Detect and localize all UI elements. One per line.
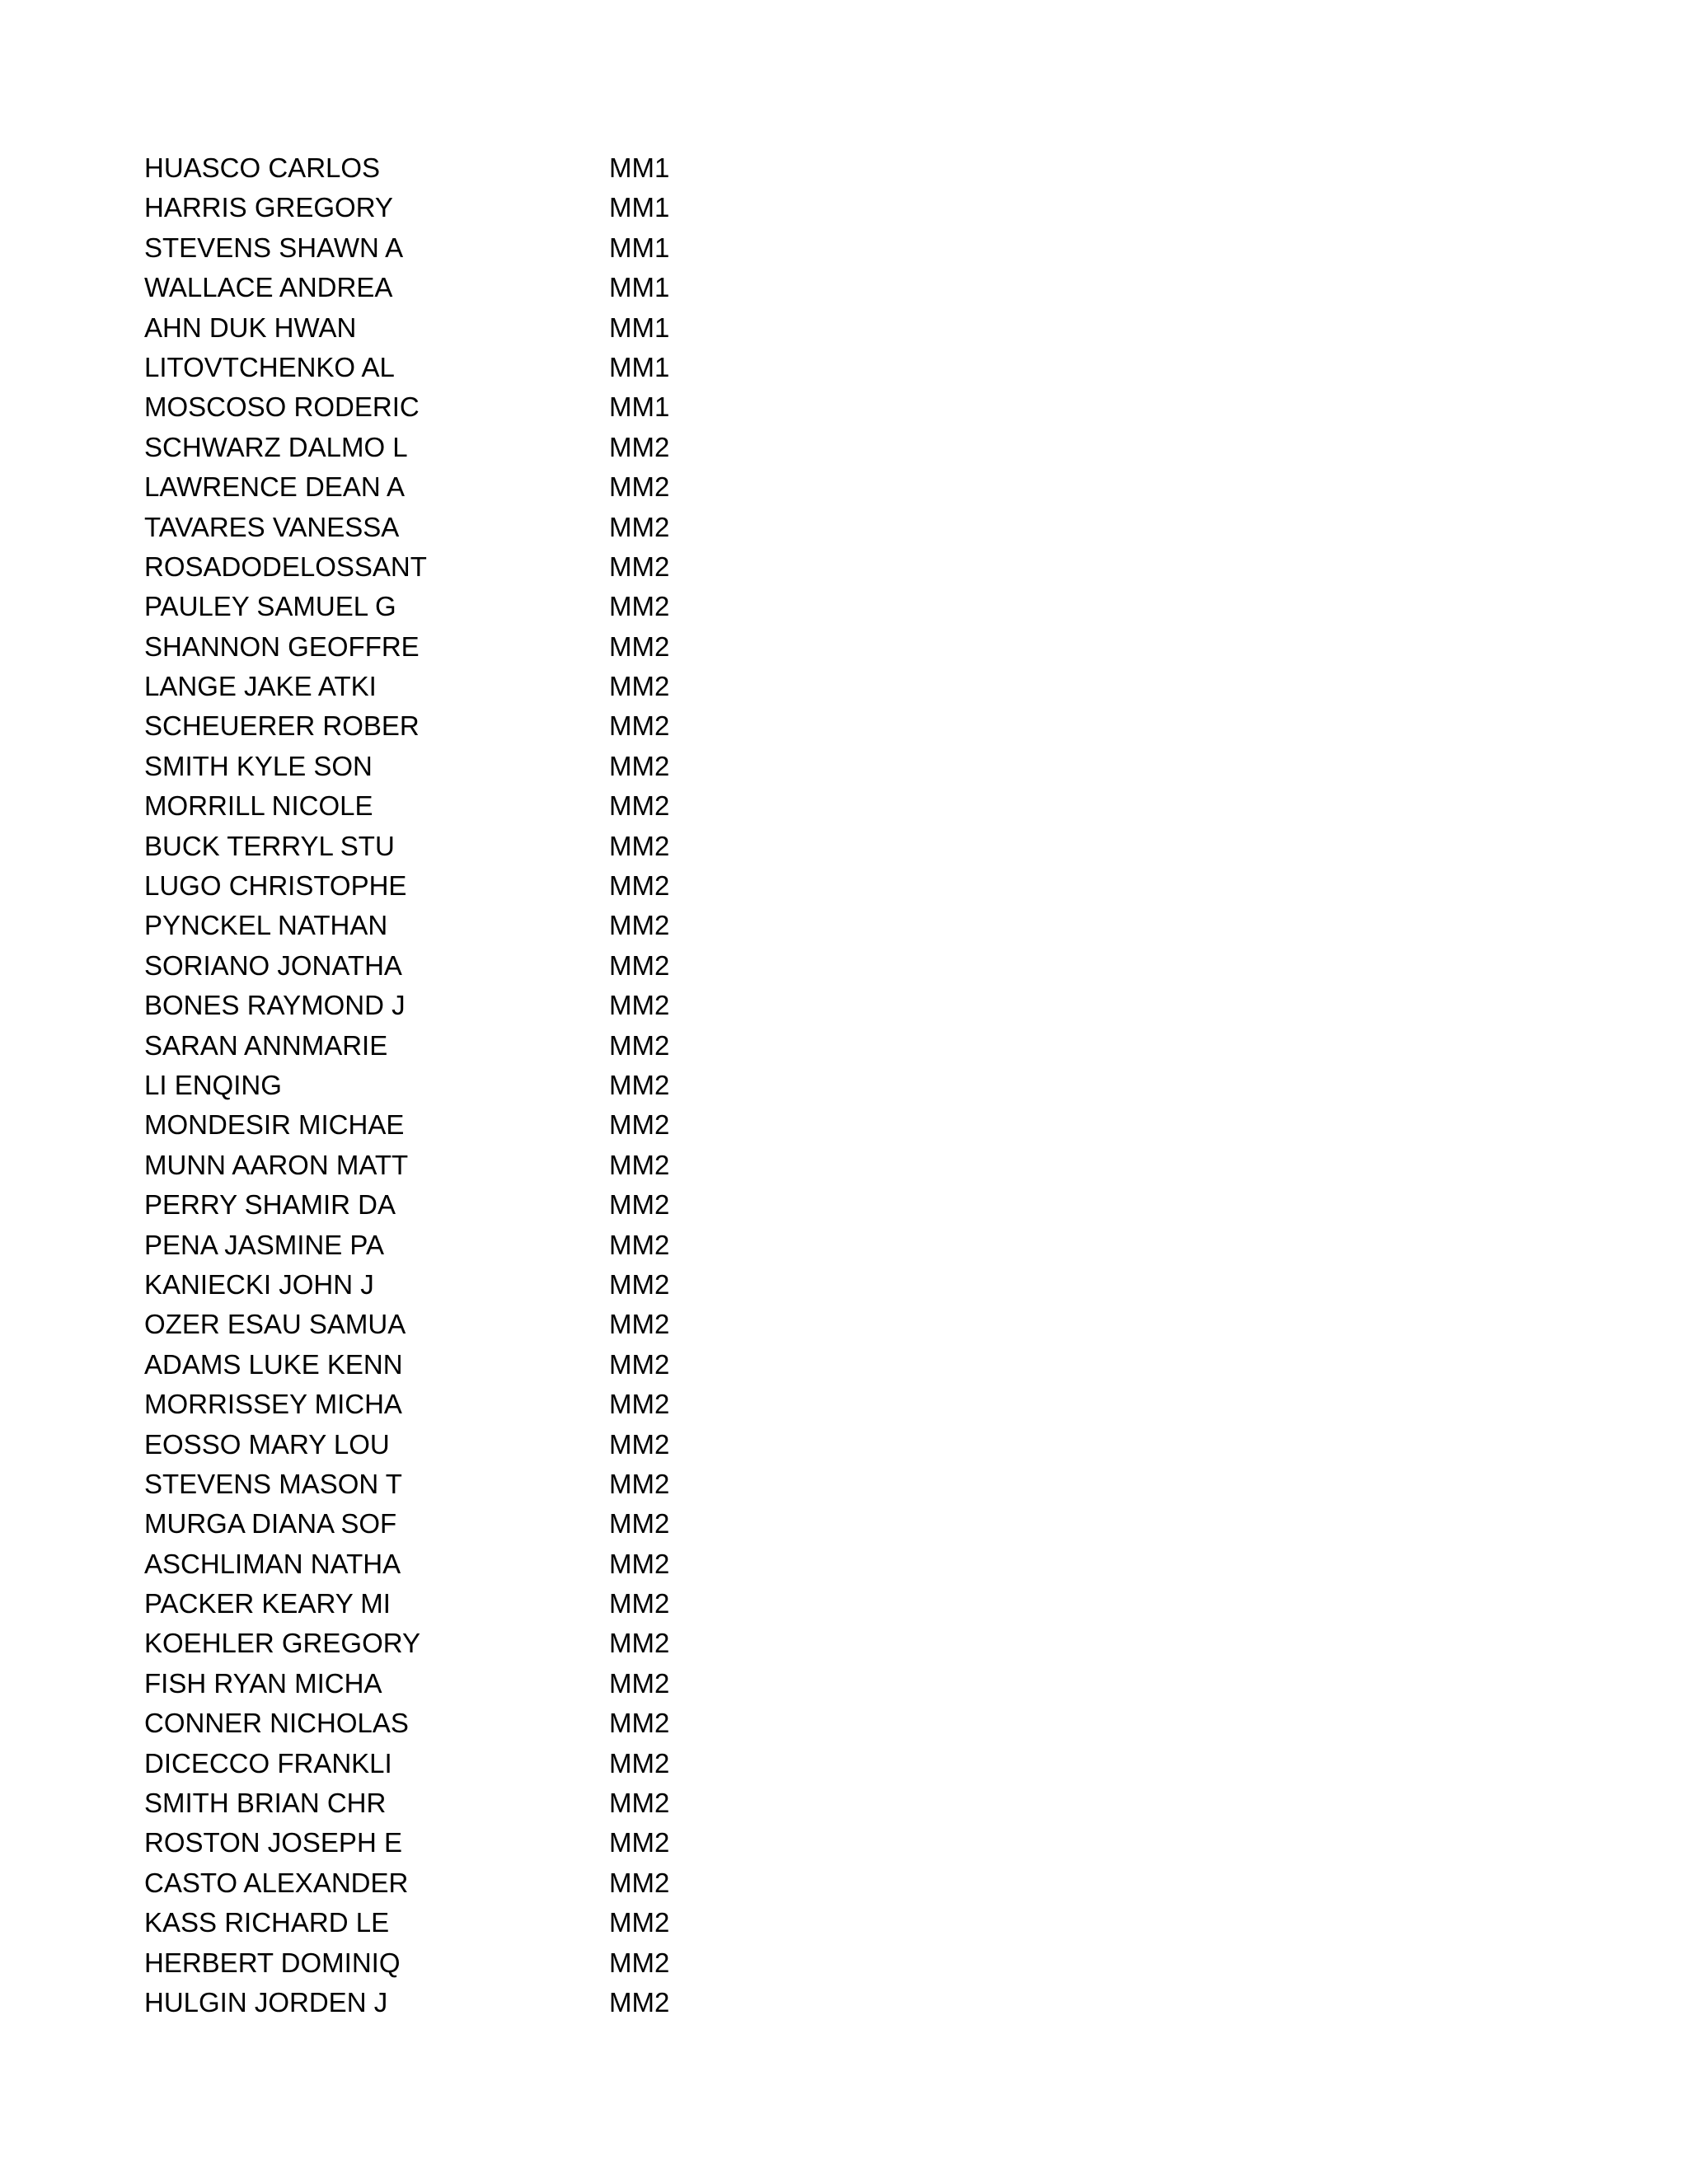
person-name: AHN DUK HWAN [144,312,357,343]
person-name: STEVENS SHAWN A [144,232,404,263]
rate-code: MM2 [609,1348,670,1380]
list-item [144,188,721,227]
rate-code: MM1 [609,351,670,382]
person-name: PAULEY SAMUEL G [144,591,396,622]
rate-code: MM2 [609,949,670,981]
person-name: SCHWARZ DALMO L [144,431,408,462]
person-name: SMITH BRIAN CHR [144,1788,387,1819]
person-name: SORIANO JONATHA [144,949,402,981]
rate-code: MM2 [609,1029,670,1061]
list-item [144,667,721,706]
list-item [144,1146,721,1185]
person-name: LI ENQING [144,1069,282,1100]
person-name: SARAN ANNMARIE [144,1029,388,1061]
rate-code: MM1 [609,312,670,343]
person-name: PERRY SHAMIR DA [144,1189,396,1221]
list-item [144,1783,721,1823]
rate-code: MM2 [609,431,670,462]
list-item [144,1026,721,1066]
list-item [144,1425,721,1465]
person-name: FISH RYAN MICHA [144,1667,382,1699]
person-name: HARRIS GREGORY [144,192,393,223]
rate-code: MM2 [609,1508,670,1540]
rate-code: MM2 [609,710,670,742]
rate-code: MM2 [609,990,670,1021]
list-item [144,906,721,945]
list-item [144,786,721,826]
list-item [144,508,721,547]
person-name: KANIECKI JOHN J [144,1268,374,1300]
person-name: BONES RAYMOND J [144,990,406,1021]
rate-code: MM2 [609,551,670,582]
person-name: LANGE JAKE ATKI [144,671,377,702]
rate-code: MM2 [609,1189,670,1221]
rate-code: MM2 [609,671,670,702]
list-item [144,1664,721,1704]
rate-code: MM2 [609,1588,670,1619]
list-item [144,1943,721,1983]
rate-code: MM1 [609,232,670,263]
rate-code: MM2 [609,1667,670,1699]
person-name: HUASCO CARLOS [144,152,381,183]
rate-code: MM2 [609,1947,670,1978]
list-item [144,946,721,986]
list-item [144,1185,721,1225]
person-name: MONDESIR MICHAE [144,1109,405,1141]
list-item [144,1903,721,1943]
list-item [144,1265,721,1305]
person-name: PENA JASMINE PA [144,1229,384,1260]
person-name: STEVENS MASON T [144,1468,402,1499]
list-item [144,1385,721,1424]
rate-code: MM2 [609,1548,670,1579]
list-item [144,308,721,348]
roster-list [144,148,721,2022]
rate-code: MM2 [609,1109,670,1141]
person-name: SMITH KYLE SON [144,750,373,781]
person-name: SHANNON GEOFFRE [144,630,420,662]
rate-code: MM2 [609,1907,670,1938]
person-name: OZER ESAU SAMUA [144,1309,406,1340]
person-name: LAWRENCE DEAN A [144,471,406,503]
person-name: LITOVTCHENKO AL [144,351,395,382]
list-item [144,1704,721,1743]
list-item [144,1863,721,1903]
person-name: EOSSO MARY LOU [144,1428,390,1460]
list-item [144,1345,721,1385]
rate-code: MM2 [609,471,670,503]
person-name: MORRISSEY MICHA [144,1389,402,1420]
person-name: HERBERT DOMINIQ [144,1947,401,1978]
rate-code: MM1 [609,152,670,183]
list-item [144,348,721,387]
rate-code: MM2 [609,1986,670,2018]
person-name: ADAMS LUKE KENN [144,1348,403,1380]
rate-code: MM2 [609,1229,670,1260]
person-name: TAVARES VANESSA [144,511,400,542]
rate-code: MM2 [609,630,670,662]
person-name: KASS RICHARD LE [144,1907,390,1938]
list-item [144,1226,721,1265]
list-item [144,1624,721,1663]
rate-code: MM2 [609,1389,670,1420]
rate-code: MM2 [609,1747,670,1779]
person-name: CONNER NICHOLAS [144,1708,409,1739]
rate-code: MM2 [609,750,670,781]
rate-code: MM2 [609,1069,670,1100]
list-item [144,467,721,507]
list-item [144,1823,721,1863]
person-name: CASTO ALEXANDER [144,1867,409,1898]
list-item [144,1983,721,2022]
list-item [144,587,721,626]
rate-code: MM2 [609,1428,670,1460]
list-item [144,627,721,667]
list-item [144,1066,721,1105]
rate-code: MM2 [609,1628,670,1659]
list-item [144,387,721,427]
rate-code: MM2 [609,511,670,542]
rate-code: MM2 [609,591,670,622]
rate-code: MM2 [609,1708,670,1739]
person-name: HULGIN JORDEN J [144,1986,388,2018]
person-name: ROSADODELOSSANT [144,551,427,582]
person-name: PYNCKEL NATHAN [144,910,388,941]
list-item [144,986,721,1025]
rate-code: MM2 [609,1788,670,1819]
person-name: MOSCOSO RODERIC [144,391,420,423]
list-item [144,747,721,786]
person-name: LUGO CHRISTOPHE [144,870,407,902]
list-item [144,1504,721,1544]
list-item [144,1544,721,1584]
rate-code: MM2 [609,1867,670,1898]
rate-code: MM2 [609,1468,670,1499]
rate-code: MM1 [609,272,670,303]
person-name: PACKER KEARY MI [144,1588,391,1619]
rate-code: MM2 [609,1827,670,1858]
rate-code: MM2 [609,870,670,902]
list-item [144,1584,721,1624]
list-item [144,268,721,307]
person-name: MORRILL NICOLE [144,790,373,822]
person-name: MUNN AARON MATT [144,1149,409,1180]
person-name: ROSTON JOSEPH E [144,1827,402,1858]
list-item [144,1305,721,1344]
rate-code: MM2 [609,1309,670,1340]
rate-code: MM1 [609,391,670,423]
list-item [144,1465,721,1504]
person-name: BUCK TERRYL STU [144,830,395,861]
rate-code: MM2 [609,1149,670,1180]
person-name: KOEHLER GREGORY [144,1628,420,1659]
rate-code: MM2 [609,910,670,941]
list-item [144,706,721,746]
rate-code: MM2 [609,790,670,822]
rate-code: MM2 [609,830,670,861]
list-item [144,228,721,268]
person-name: DICECCO FRANKLI [144,1747,392,1779]
list-item [144,827,721,866]
list-item [144,547,721,587]
person-name: SCHEUERER ROBER [144,710,420,742]
person-name: MURGA DIANA SOF [144,1508,397,1540]
rate-code: MM1 [609,192,670,223]
list-item [144,1105,721,1145]
list-item [144,866,721,906]
rate-code: MM2 [609,1268,670,1300]
list-item [144,148,721,188]
list-item [144,1744,721,1783]
list-item [144,428,721,467]
person-name: ASCHLIMAN NATHA [144,1548,401,1579]
person-name: WALLACE ANDREA [144,272,393,303]
